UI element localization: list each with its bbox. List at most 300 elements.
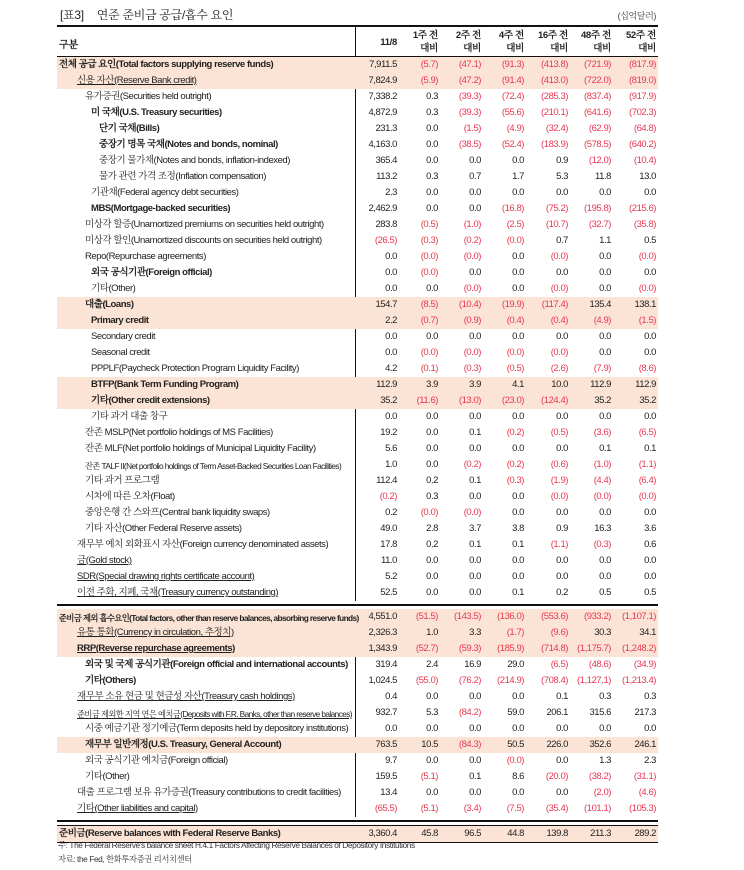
- row-value: (5.9): [420, 75, 438, 86]
- row-value: (0.0): [638, 491, 656, 502]
- row-value: (195.8): [584, 203, 611, 214]
- row-value: 0.0: [426, 787, 438, 798]
- row-value: (124.4): [541, 395, 568, 406]
- row-value: 246.1: [634, 739, 656, 750]
- table-row: [57, 153, 658, 169]
- row-value: (34.9): [633, 659, 656, 670]
- row-value: 0.0: [644, 187, 656, 198]
- table-row: [57, 409, 658, 425]
- row-value: 10.5: [421, 739, 438, 750]
- row-label: 유가증권(Securities held outright): [85, 91, 212, 102]
- row-value: 3.6: [644, 523, 656, 534]
- table-row: [57, 569, 658, 585]
- row-value: 0.0: [644, 331, 656, 342]
- section-divider: [57, 604, 658, 606]
- row-value: 0.0: [469, 787, 481, 798]
- column-header-line1: 48주 전: [580, 30, 611, 41]
- row-value: 0.0: [599, 187, 611, 198]
- row-value: (0.5): [420, 219, 438, 230]
- row-value: (5.7): [420, 59, 438, 70]
- row-value: 0.0: [556, 787, 568, 798]
- table-row: [57, 689, 658, 705]
- table-row: [57, 185, 658, 201]
- row-value: 44.8: [507, 828, 524, 839]
- row-value: 13.0: [639, 171, 656, 182]
- row-label: 중장기 명목 국채(Notes and bonds, nominal): [99, 139, 278, 150]
- table-row: [57, 585, 658, 601]
- row-value: 0.0: [512, 491, 524, 502]
- row-value: (0.0): [506, 347, 524, 358]
- row-value: 10.0: [551, 379, 568, 390]
- row-value: 0.0: [512, 267, 524, 278]
- row-value: 0.0: [556, 723, 568, 734]
- row-value: 0.0: [599, 267, 611, 278]
- table-row: [57, 233, 658, 249]
- row-label: MBS(Mortgage-backed securities): [91, 203, 231, 214]
- row-value: (84.2): [458, 707, 481, 718]
- row-value: 13.4: [380, 787, 397, 798]
- row-value: (35.4): [545, 803, 568, 814]
- row-value: 0.0: [512, 571, 524, 582]
- row-value: (47.1): [458, 59, 481, 70]
- row-value: 0.0: [556, 331, 568, 342]
- row-value: (143.5): [454, 611, 481, 622]
- row-label: 이전 주화, 지폐, 국채(Treasury currency outstanding): [77, 587, 279, 598]
- row-value: 0.0: [385, 723, 397, 734]
- row-value: 2.8: [426, 523, 438, 534]
- row-value: 0.1: [469, 475, 481, 486]
- row-value: 0.0: [469, 571, 481, 582]
- row-value: (0.3): [593, 539, 611, 550]
- row-value: 2.4: [426, 659, 438, 670]
- row-value: (578.5): [584, 139, 611, 150]
- row-value: (6.4): [638, 475, 656, 486]
- table-title-text: 연준 준비금 공급/흡수 요인: [96, 8, 234, 22]
- row-value: 7,338.2: [368, 91, 397, 102]
- row-value: (1.0): [463, 219, 481, 230]
- row-value: (1.5): [463, 123, 481, 134]
- table-row: [57, 89, 658, 105]
- row-value: 0.0: [512, 723, 524, 734]
- row-value: 0.1: [469, 427, 481, 438]
- table-row: [57, 201, 658, 217]
- row-value: 0.0: [426, 571, 438, 582]
- row-value: (76.2): [458, 675, 481, 686]
- row-value: 4.2: [385, 363, 397, 374]
- row-value: (51.5): [415, 611, 438, 622]
- table-row: [57, 673, 658, 689]
- row-value: 1,343.9: [368, 643, 397, 654]
- row-value: (721.9): [584, 59, 611, 70]
- row-label: 유통 통화(Currency in circulation, 추정치): [77, 627, 234, 638]
- row-value: 7,911.5: [369, 59, 397, 70]
- row-value: 139.8: [546, 828, 568, 839]
- row-label: 재무부 예치 외화표시 자산(Foreign currency denominated assets): [77, 539, 329, 550]
- table-row: [57, 377, 658, 393]
- row-label: Repo(Repurchase agreements): [85, 251, 206, 262]
- table-row: [57, 393, 658, 409]
- unit-label: (십억달러): [617, 11, 656, 21]
- row-value: 0.0: [426, 691, 438, 702]
- row-value: 0.0: [556, 411, 568, 422]
- row-value: 206.1: [546, 707, 568, 718]
- column-header: [474, 29, 524, 55]
- row-value: (1.7): [506, 627, 524, 638]
- row-value: (1.1): [550, 539, 568, 550]
- row-value: 8.6: [512, 771, 524, 782]
- row-value: 0.0: [512, 411, 524, 422]
- row-value: (6.5): [550, 659, 568, 670]
- row-value: 0.0: [469, 411, 481, 422]
- row-value: 763.5: [375, 739, 397, 750]
- row-value: 3,360.4: [368, 828, 397, 839]
- table-row: [57, 217, 658, 233]
- row-value: 4,872.9: [368, 107, 397, 118]
- row-value: 0.0: [385, 251, 397, 262]
- row-value: (214.9): [497, 675, 524, 686]
- table-row: [57, 721, 658, 737]
- row-value: (0.2): [379, 491, 397, 502]
- row-value: 16.3: [594, 523, 611, 534]
- row-value: (26.5): [374, 235, 397, 246]
- row-value: (1,213.4): [622, 675, 656, 686]
- row-value: 112.4: [376, 475, 397, 486]
- row-value: 0.0: [512, 443, 524, 454]
- row-value: (52.7): [415, 643, 438, 654]
- column-header: [606, 29, 656, 55]
- supply-section: [57, 57, 658, 601]
- row-value: 112.9: [376, 379, 397, 390]
- row-value: 19.2: [380, 427, 397, 438]
- row-value: (117.4): [541, 299, 568, 310]
- row-value: 0.0: [469, 587, 481, 598]
- row-label: 기타 과거 대출 창구: [91, 411, 168, 422]
- row-label: 시차에 따른 오차(Float): [85, 491, 175, 502]
- row-value: 0.0: [599, 555, 611, 566]
- row-value: (5.1): [420, 771, 438, 782]
- row-value: (19.9): [501, 299, 524, 310]
- row-value: 2,326.3: [368, 627, 397, 638]
- row-label: 기타(Other): [85, 771, 130, 782]
- row-value: (4.4): [593, 475, 611, 486]
- row-value: (413.8): [541, 59, 568, 70]
- row-value: (4.6): [638, 787, 656, 798]
- table-row: [57, 329, 658, 345]
- row-value: (0.0): [463, 507, 481, 518]
- row-value: 0.0: [426, 587, 438, 598]
- row-value: (640.2): [629, 139, 656, 150]
- row-label: RRP(Reverse repurchase agreements): [77, 643, 235, 654]
- table-row: [57, 73, 658, 89]
- row-value: (0.0): [638, 251, 656, 262]
- row-value: 0.0: [512, 331, 524, 342]
- row-value: (38.5): [458, 139, 481, 150]
- row-value: (65.5): [374, 803, 397, 814]
- row-value: 0.0: [426, 555, 438, 566]
- row-value: (10.7): [545, 219, 568, 230]
- table-row: [57, 609, 658, 625]
- table-row: [57, 105, 658, 121]
- row-value: (84.3): [458, 739, 481, 750]
- row-value: 0.0: [469, 723, 481, 734]
- table-row: [57, 297, 658, 313]
- row-value: (0.2): [506, 459, 524, 470]
- table-row: [57, 121, 658, 137]
- row-value: (20.0): [545, 771, 568, 782]
- row-value: (64.8): [633, 123, 656, 134]
- row-value: 0.0: [426, 427, 438, 438]
- row-value: 0.5: [644, 587, 656, 598]
- column-header-line2: 대비: [420, 43, 438, 54]
- column-header-line2: 대비: [593, 43, 611, 54]
- row-value: (12.0): [588, 155, 611, 166]
- row-value: (0.0): [463, 347, 481, 358]
- row-value: 0.0: [512, 787, 524, 798]
- row-value: 0.3: [426, 107, 438, 118]
- row-label: 시중 예금기관 정기예금(Term deposits held by depository institutions): [85, 723, 349, 734]
- row-value: 29.0: [507, 659, 524, 670]
- row-value: (39.3): [458, 107, 481, 118]
- row-value: 315.6: [589, 707, 611, 718]
- row-value: (0.0): [506, 755, 524, 766]
- row-value: 3.3: [469, 627, 481, 638]
- row-label: 기관채(Federal agency debt securities): [91, 187, 239, 198]
- row-value: (75.2): [545, 203, 568, 214]
- row-value: (917.9): [629, 91, 656, 102]
- row-value: 0.0: [512, 187, 524, 198]
- row-value: 0.0: [556, 267, 568, 278]
- table-row: [57, 137, 658, 153]
- row-label: 물가 관련 가격 조정(Inflation compensation): [99, 171, 266, 182]
- row-value: (0.0): [420, 347, 438, 358]
- row-value: 5.6: [385, 443, 397, 454]
- row-label: 대출(Loans): [85, 299, 134, 310]
- table-row: [57, 425, 658, 441]
- row-value: (32.4): [545, 123, 568, 134]
- row-value: (16.8): [501, 203, 524, 214]
- row-label: BTFP(Bank Term Funding Program): [91, 379, 239, 390]
- row-value: 5.3: [426, 707, 438, 718]
- row-value: 0.0: [644, 507, 656, 518]
- row-value: 5.3: [556, 171, 568, 182]
- row-value: 0.0: [426, 187, 438, 198]
- table-row: [57, 281, 658, 297]
- row-value: 0.5: [644, 235, 656, 246]
- row-value: 0.0: [644, 723, 656, 734]
- row-value: (101.1): [584, 803, 611, 814]
- row-value: (1,127.1): [577, 675, 611, 686]
- row-value: (11.6): [416, 395, 438, 406]
- row-value: (1,107.1): [622, 611, 656, 622]
- row-value: (48.6): [588, 659, 611, 670]
- row-value: (817.9): [629, 59, 656, 70]
- row-value: 34.1: [639, 627, 656, 638]
- row-value: 0.3: [599, 691, 611, 702]
- row-value: 0.0: [556, 187, 568, 198]
- row-value: (0.0): [638, 283, 656, 294]
- footnote: 주: The Federal Reserve's balance sheet H.4.1 Factors Affecting Reserve Balances of Depository Institutions: [58, 840, 415, 850]
- row-value: 45.8: [421, 828, 438, 839]
- row-value: (0.0): [550, 251, 568, 262]
- row-value: 135.4: [589, 299, 611, 310]
- row-value: (210.1): [541, 107, 568, 118]
- row-value: (0.9): [463, 315, 481, 326]
- row-value: (702.3): [629, 107, 656, 118]
- row-value: 112.9: [590, 379, 611, 390]
- row-value: (39.3): [458, 91, 481, 102]
- row-value: 5.2: [385, 571, 397, 582]
- row-value: (641.6): [584, 107, 611, 118]
- row-value: (0.2): [463, 459, 481, 470]
- row-label: 미 국채(U.S. Treasury securities): [91, 107, 222, 118]
- row-value: 231.3: [375, 123, 397, 134]
- row-value: (837.4): [584, 91, 611, 102]
- column-header-line1: 52주 전: [625, 30, 656, 41]
- row-label: 중장기 물가채(Notes and bonds, inflation-indexed): [99, 155, 290, 166]
- row-value: (0.0): [463, 283, 481, 294]
- row-label: Primary credit: [91, 315, 149, 326]
- row-value: 2.3: [385, 187, 397, 198]
- row-label: 기타(Other): [91, 283, 136, 294]
- row-value: 49.0: [380, 523, 397, 534]
- absorb-section: [57, 609, 658, 817]
- row-value: 0.0: [512, 507, 524, 518]
- row-value: 0.6: [644, 539, 656, 550]
- row-value: 35.2: [380, 395, 397, 406]
- row-value: 0.0: [469, 267, 481, 278]
- row-value: (0.6): [550, 459, 568, 470]
- column-header-line1: 16주 전: [537, 30, 568, 41]
- row-value: 3.8: [512, 523, 524, 534]
- row-value: (31.1): [633, 771, 656, 782]
- row-value: 0.3: [426, 171, 438, 182]
- row-value: 0.5: [599, 587, 611, 598]
- row-value: (0.0): [463, 251, 481, 262]
- row-label: 중앙은행 간 스와프(Central bank liquidity swaps): [85, 507, 270, 518]
- row-label: 외국 공식기관 예치금(Foreign official): [85, 755, 228, 766]
- row-value: 50.5: [507, 739, 524, 750]
- row-value: 0.0: [599, 571, 611, 582]
- row-value: 96.5: [464, 828, 481, 839]
- table-row: [57, 705, 658, 721]
- row-value: 0.2: [426, 539, 438, 550]
- table-row: [57, 785, 658, 801]
- row-value: (819.0): [629, 75, 656, 86]
- header-category: 구분: [59, 40, 79, 51]
- row-value: 4,163.0: [368, 139, 397, 150]
- reserve-factors-table: [57, 25, 658, 843]
- section-divider: [57, 820, 658, 822]
- row-value: 0.0: [469, 155, 481, 166]
- column-header-line2: 대비: [463, 43, 481, 54]
- row-value: 0.0: [512, 691, 524, 702]
- row-value: 0.0: [385, 347, 397, 358]
- row-value: (10.4): [458, 299, 481, 310]
- row-label: 재무부 일반계정(U.S. Treasury, General Account): [85, 739, 282, 750]
- row-value: 289.2: [634, 828, 656, 839]
- row-value: 0.0: [556, 571, 568, 582]
- row-value: 59.0: [507, 707, 524, 718]
- row-value: 17.8: [380, 539, 397, 550]
- table-row: [57, 801, 658, 817]
- row-value: 113.2: [376, 171, 397, 182]
- row-value: 0.3: [426, 91, 438, 102]
- row-value: 0.0: [556, 755, 568, 766]
- row-label: Seasonal credit: [91, 347, 150, 358]
- column-header-line2: 11/8: [380, 37, 397, 48]
- row-value: 319.4: [375, 659, 397, 670]
- table-row: [57, 169, 658, 185]
- row-value: (8.6): [638, 363, 656, 374]
- row-label: 기타(Other liabilities and capital): [77, 803, 198, 814]
- row-value: 0.0: [385, 331, 397, 342]
- row-value: 3.9: [469, 379, 481, 390]
- row-label: 미상각 할인(Unamortized discounts on securities held outright): [85, 235, 322, 246]
- row-value: (7.9): [593, 363, 611, 374]
- row-label: 기타(Other credit extensions): [91, 395, 210, 406]
- row-value: (8.5): [420, 299, 438, 310]
- row-value: 0.1: [644, 443, 656, 454]
- row-value: 0.1: [599, 443, 611, 454]
- row-value: 112.9: [635, 379, 656, 390]
- row-value: (38.2): [588, 771, 611, 782]
- row-label: 기타(Others): [85, 675, 136, 686]
- row-value: 0.0: [469, 203, 481, 214]
- row-value: 0.0: [599, 347, 611, 358]
- row-value: 0.0: [599, 507, 611, 518]
- row-value: 1.1: [599, 235, 611, 246]
- row-value: 0.0: [426, 139, 438, 150]
- table-row: [57, 641, 658, 657]
- column-header-line2: 대비: [506, 43, 524, 54]
- row-value: 0.9: [556, 155, 568, 166]
- row-value: 0.4: [385, 691, 397, 702]
- row-label: 준비금 제외 흡수요인(Total factors, other than reserve balances, absorbing reserve funds): [59, 613, 359, 623]
- row-value: (0.0): [550, 347, 568, 358]
- row-value: 0.0: [512, 155, 524, 166]
- row-value: (4.9): [593, 315, 611, 326]
- row-value: 1.0: [385, 459, 397, 470]
- row-value: (0.7): [420, 315, 438, 326]
- row-value: 0.0: [385, 283, 397, 294]
- row-value: (708.4): [541, 675, 568, 686]
- row-value: 0.0: [469, 555, 481, 566]
- row-value: 0.0: [426, 123, 438, 134]
- row-label: 잔존 MLF(Net portfolio holdings of Municipal Liquidity Facility): [85, 443, 316, 454]
- row-value: 0.2: [426, 475, 438, 486]
- table-row: [57, 769, 658, 785]
- table-number: [표3]: [60, 8, 84, 22]
- row-value: (0.0): [550, 283, 568, 294]
- table-row: [57, 625, 658, 641]
- column-header-line2: 대비: [550, 43, 568, 54]
- row-value: (0.4): [506, 315, 524, 326]
- row-value: (59.3): [458, 643, 481, 654]
- row-value: 0.0: [426, 755, 438, 766]
- row-value: (1.5): [638, 315, 656, 326]
- row-value: 932.7: [375, 707, 397, 718]
- row-value: 0.0: [644, 411, 656, 422]
- row-value: 0.0: [385, 411, 397, 422]
- row-value: 1.0: [426, 627, 438, 638]
- row-value: 0.1: [469, 771, 481, 782]
- row-value: 211.3: [590, 828, 611, 839]
- row-value: (7.5): [506, 803, 524, 814]
- row-value: (933.2): [584, 611, 611, 622]
- row-value: 0.2: [556, 587, 568, 598]
- table-row: [57, 521, 658, 537]
- row-value: (3.6): [593, 427, 611, 438]
